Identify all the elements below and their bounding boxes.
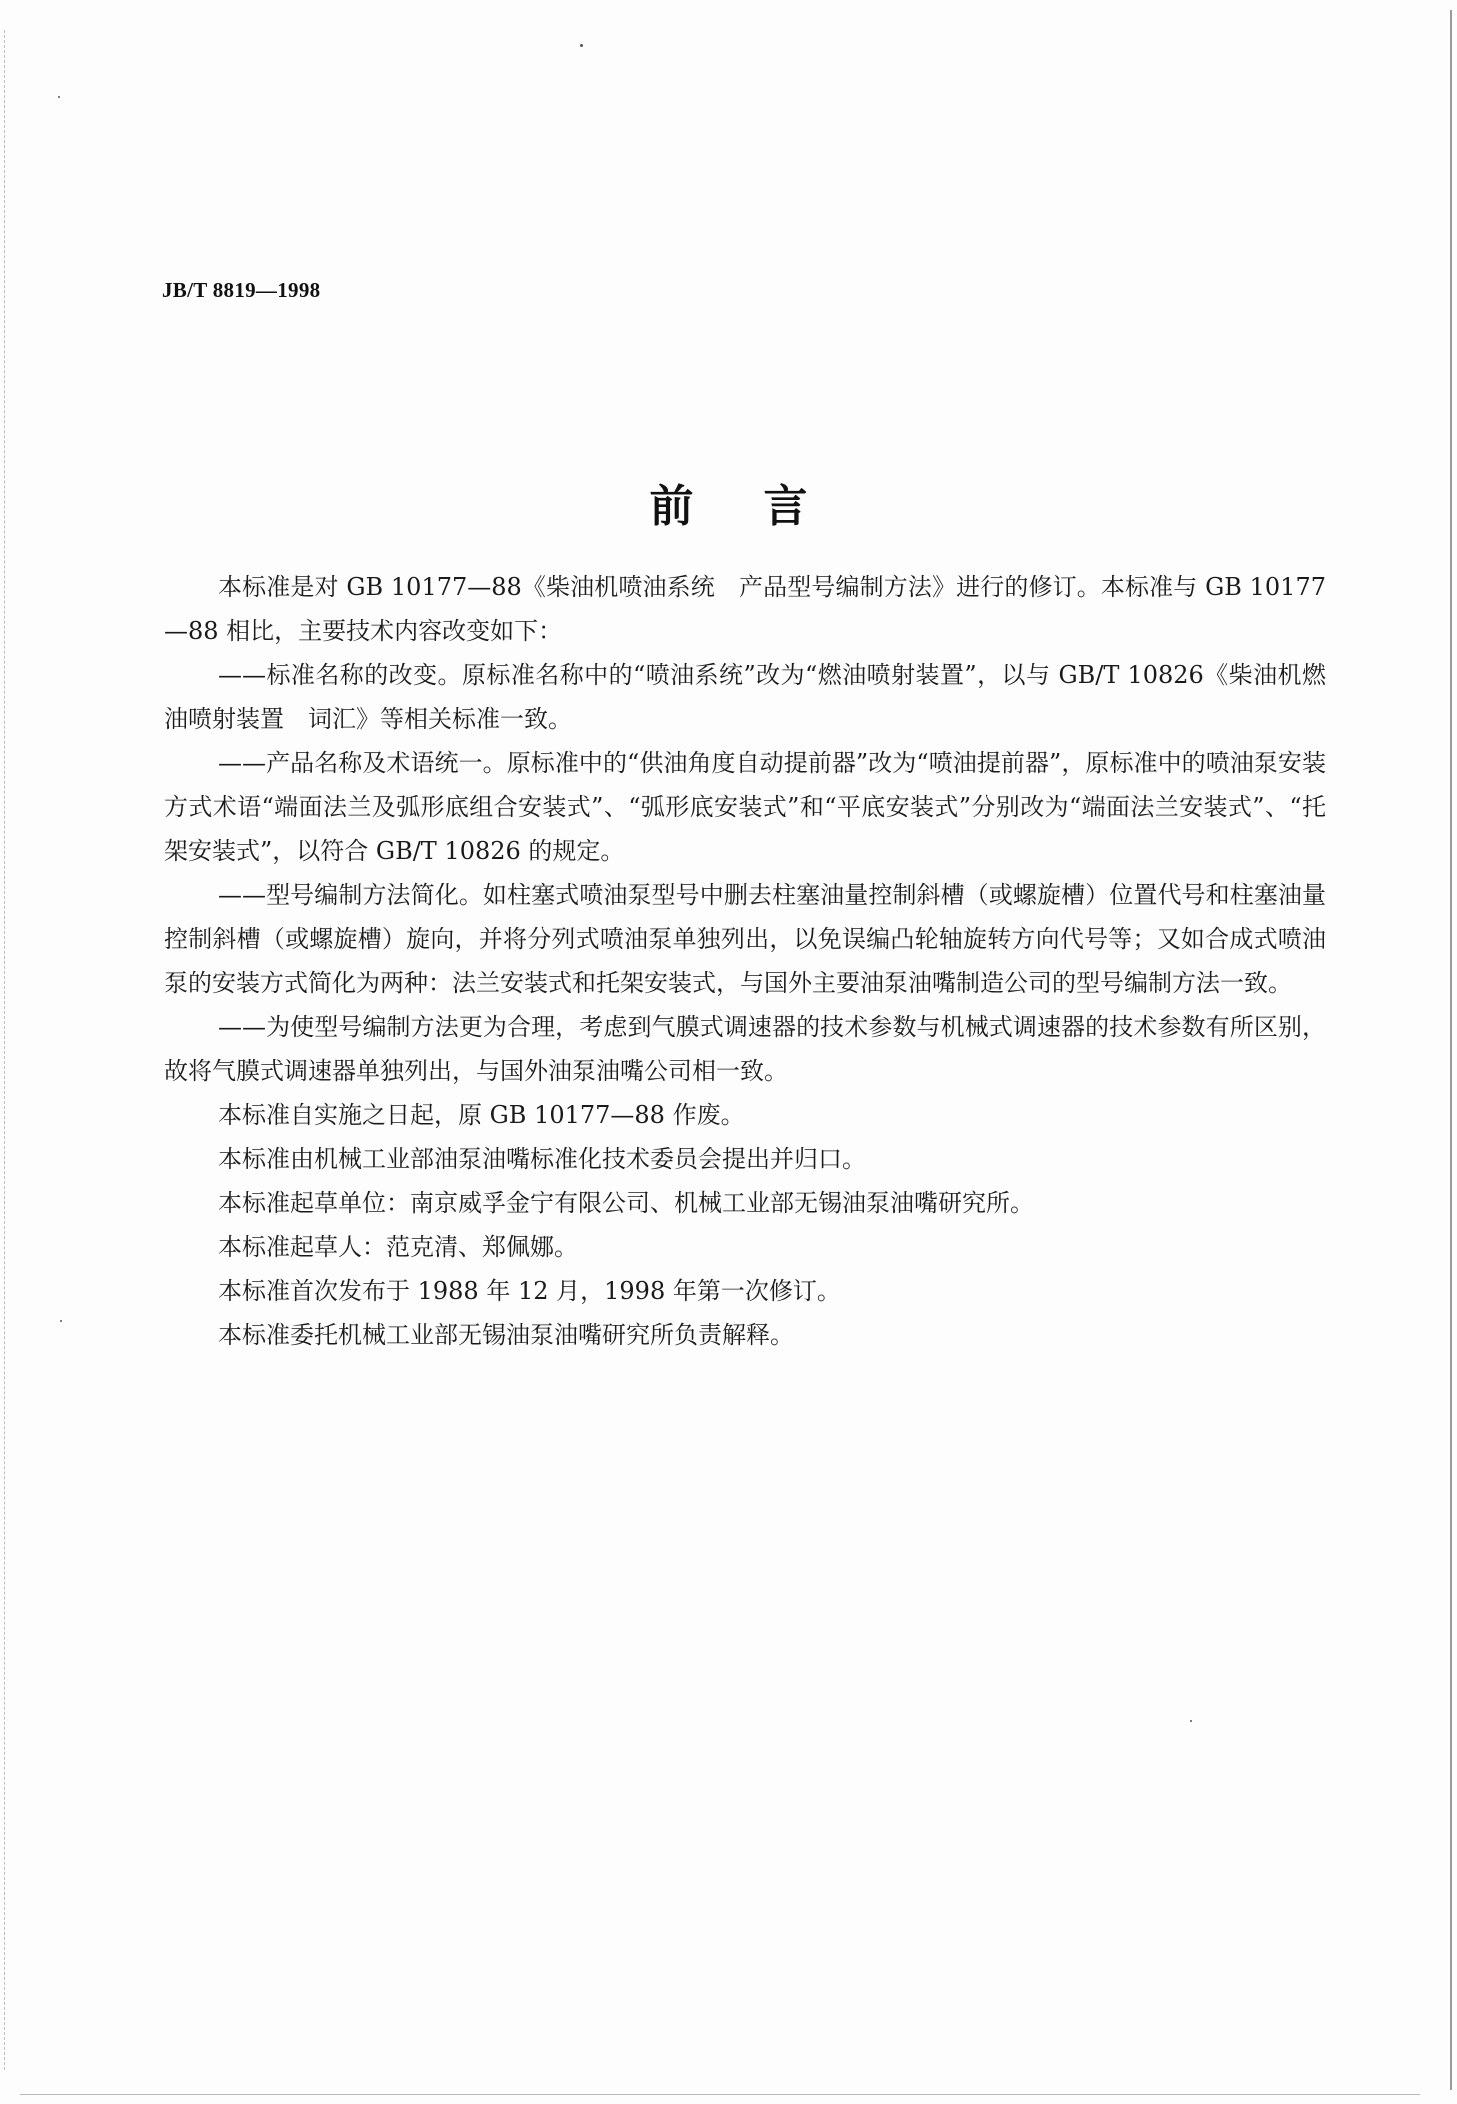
paragraph: ——标准名称的改变。原标准名称中的“喷油系统”改为“燃油喷射装置”，以与 GB/T 10826《柴油机燃油喷射装置 词汇》等相关标准一致。 (164, 661, 1326, 733)
note-line: 本标准首次发布于 1988 年 12 月，1998 年第一次修订。 (218, 1277, 841, 1305)
paragraph: 本标准是对 GB 10177—88《柴油机喷油系统 产品型号编制方法》进行的修订。本标准与 GB 10177—88 相比，主要技术内容改变如下： (164, 573, 1326, 645)
page-title: 前言 (649, 481, 878, 532)
note-line: 本标准起草单位：南京威孚金宁有限公司、机械工业部无锡油泵油嘴研究所。 (218, 1189, 1034, 1217)
note-line: 本标准自实施之日起，原 GB 10177—88 作废。 (218, 1101, 745, 1129)
scan-speck (60, 1320, 62, 1322)
foreword-body (164, 565, 1326, 1357)
paragraph: ——为使型号编制方法更为合理，考虑到气膜式调速器的技术参数与机械式调速器的技术参数有所区别，故将气膜式调速器单独列出，与国外油泵油嘴公司相一致。 (164, 1013, 1326, 1085)
scan-edge-bottom (20, 2094, 1420, 2096)
note-line: 本标准由机械工业部油泵油嘴标准化技术委员会提出并归口。 (218, 1145, 866, 1173)
scan-speck (58, 96, 60, 98)
paragraph: ——型号编制方法简化。如柱塞式喷油泵型号中删去柱塞油量控制斜槽（或螺旋槽）位置代号和柱塞油量控制斜槽（或螺旋槽）旋向，并将分列式喷油泵单独列出，以免误编凸轮轴旋转方向代号等；又如合成式喷油泵的安装方式简化为两种：法兰安装式和托架安装式，与国外主要油泵油嘴制造公司的型号编制方法一致。 (164, 881, 1326, 997)
note-line: 本标准起草人：范克清、郑佩娜。 (218, 1233, 578, 1261)
scan-speck (580, 44, 583, 47)
paragraph: ——产品名称及术语统一。原标准中的“供油角度自动提前器”改为“喷油提前器”，原标准中的喷油泵安装方式术语“端面法兰及弧形底组合安装式”、“弧形底安装式”和“平底安装式”分别改为“端面法兰安装式”、“托架安装式”，以符合 GB/T 10826 的规定。 (164, 749, 1326, 865)
scan-speck (1190, 1720, 1192, 1722)
note-line: 本标准委托机械工业部无锡油泵油嘴研究所负责解释。 (218, 1321, 794, 1349)
scan-edge-right (1450, 10, 1454, 2090)
document-code: JB/T 8819—1998 (162, 278, 321, 302)
scan-edge-left (4, 30, 6, 2070)
